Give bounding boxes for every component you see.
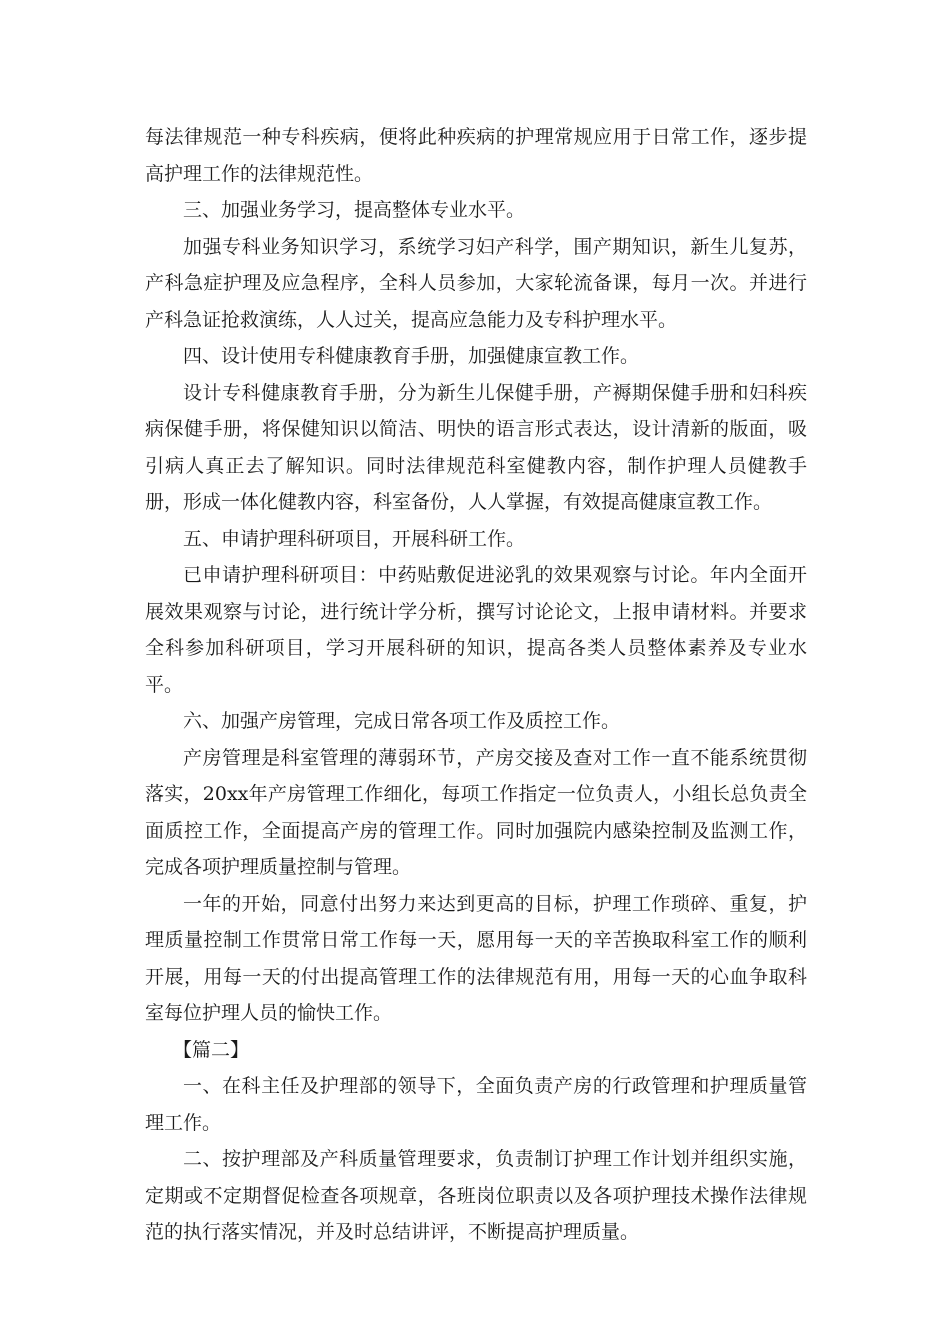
document-body <box>145 119 807 1251</box>
paragraph: 每法律规范一种专科疾病，便将此种疾病的护理常规应用于日常工作，逐步提高护理工作的法律规范性。 <box>145 126 807 185</box>
paragraph: 已申请护理科研项目：中药贴敷促进泌乳的效果观察与讨论。年内全面开展效果观察与讨论，进行统计学分析，撰写讨论论文，上报申请材料。并要求全科参加科研项目，学习开展科研的知识，提高各类人员整体素养及专业水平。 <box>145 564 807 696</box>
part-label: 【篇二】 <box>173 1038 250 1061</box>
section-heading: 六、加强产房管理，完成日常各项工作及质控工作。 <box>183 710 621 732</box>
section-heading: 三、加强业务学习，提高整体专业水平。 <box>183 199 526 221</box>
paragraph: 二、按护理部及产科质量管理要求，负责制订护理工作计划并组织实施，定期或不定期督促检查各项规章，各班岗位职责以及各项护理技术操作法律规范的执行落实情况，并及时总结讲评，不断提高护理质量。 <box>145 1148 807 1243</box>
paragraph: 设计专科健康教育手册，分为新生儿保健手册，产褥期保健手册和妇科疾病保健手册，将保健知识以简洁、明快的语言形式表达，设计清新的版面，吸引病人真正去了解知识。同时法律规范科室健教内容，制作护理人员健教手册，形成一体化健教内容，科室备份，人人掌握，有效提高健康宣教工作。 <box>145 381 807 513</box>
paragraph: 一、在科主任及护理部的领导下，全面负责产房的行政管理和护理质量管理工作。 <box>145 1075 807 1134</box>
section-heading: 四、设计使用专科健康教育手册，加强健康宣教工作。 <box>183 345 640 367</box>
paragraph: 一年的开始，同意付出努力来达到更高的目标，护理工作琐碎、重复，护理质量控制工作贯常日常工作每一天，愿用每一天的辛苦换取科室工作的顺利开展，用每一天的付出提高管理工作的法律规范有用，用每一天的心血争取科室每位护理人员的愉快工作。 <box>145 892 807 1024</box>
paragraph: 加强专科业务知识学习，系统学习妇产科学，围产期知识，新生儿复苏，产科急症护理及应急程序，全科人员参加，大家轮流备课，每月一次。并进行产科急证抢救演练，人人过关，提高应急能力及专科护理水平。 <box>145 235 807 331</box>
section-heading: 五、申请护理科研项目，开展科研工作。 <box>183 527 526 550</box>
paragraph: 产房管理是科室管理的薄弱环节，产房交接及查对工作一直不能系统贯彻落实，20xx年产房管理工作细化，每项工作指定一位负责人，小组长总负责全面质控工作，全面提高产房的管理工作。同时加强院内感染控制及监测工作，完成各项护理质量控制与管理。 <box>145 746 807 878</box>
